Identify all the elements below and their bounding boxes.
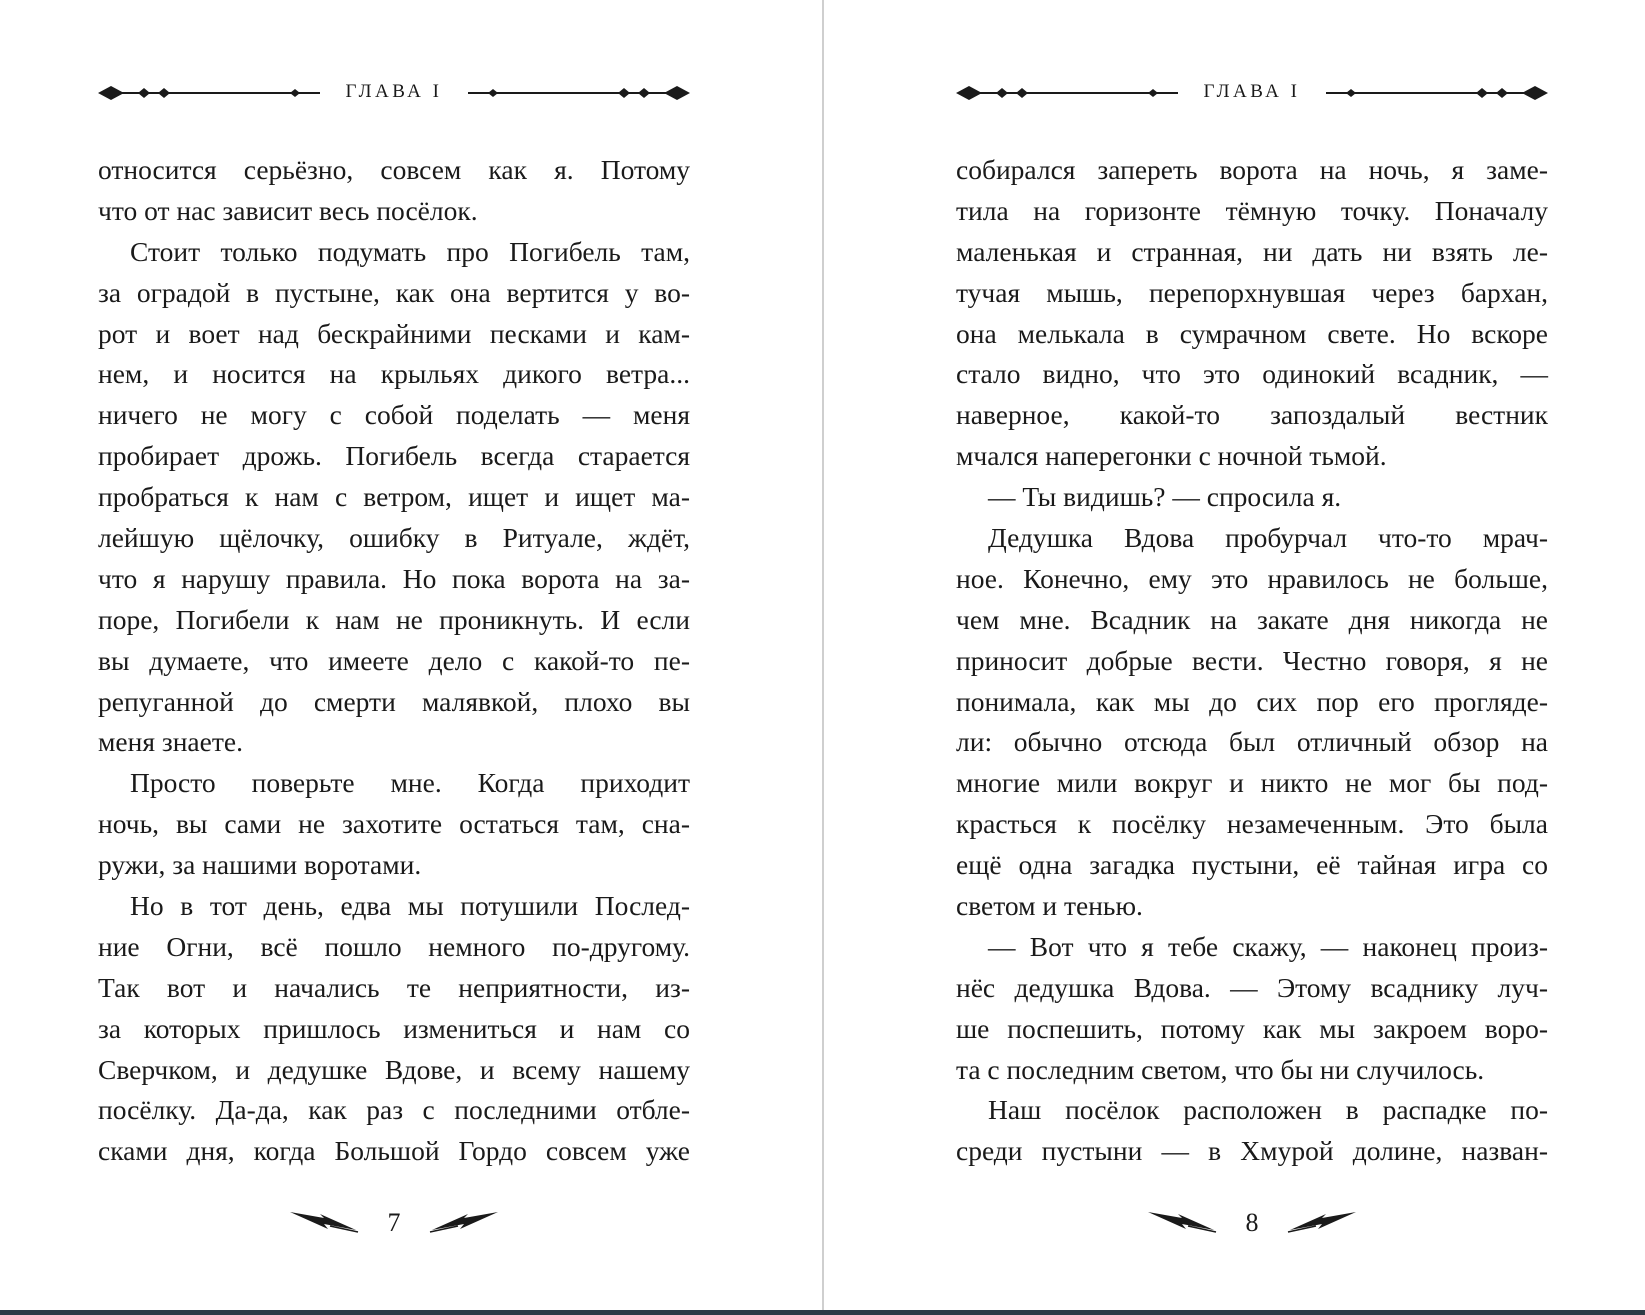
lightning-bolt-icon xyxy=(428,1204,498,1240)
text-line: — Вот что я тебе скажу, — наконец произ- xyxy=(988,930,1548,962)
text-line: среди пустыни — в Хмурой долине, назван- xyxy=(956,1135,1548,1167)
lightning-bolt-icon xyxy=(1286,1204,1356,1240)
text-line: вы думаете, что имеете дело с какой-то пе- xyxy=(98,644,690,676)
running-head xyxy=(98,78,690,108)
text-line: красться к посёлку незамеченным. Это была xyxy=(956,808,1548,840)
scan-bottom-edge xyxy=(0,1310,1645,1315)
text-line: Просто поверьте мне. Когда приходит xyxy=(130,767,690,799)
text-line: стало видно, что это одинокий всадник, — xyxy=(956,358,1548,390)
chapter-title: ГЛАВА I xyxy=(345,81,443,102)
text-line: лейшую щёлочку, ошибку в Ритуале, ждёт, xyxy=(98,522,690,554)
text-line: ещё одна загадка пустыни, её тайная игра со xyxy=(956,849,1548,881)
text-line: за которых пришлось измениться и нам со xyxy=(98,1012,690,1044)
text-line: нем, и носится на крыльях дикого ветра... xyxy=(98,358,690,390)
text-line: Сверчком, и дедушке Вдове, и всему нашему xyxy=(98,1053,690,1085)
text-line: тучая мышь, перепорхнувшая через бархан, xyxy=(956,276,1548,308)
text-line: пробраться к нам с ветром, ищет и ищет ма- xyxy=(98,481,690,513)
text-line: тила на горизонте тёмную точку. Поначалу xyxy=(956,194,1548,226)
text-line: она мелькала в сумрачном свете. Но вскоре xyxy=(956,317,1548,349)
text-line: что я нарушу правила. Но пока ворота на за- xyxy=(98,562,690,594)
text-line: рот и воет над бескрайними песками и кам- xyxy=(98,317,690,349)
text-line: ше поспешить, потому как мы закроем воро- xyxy=(956,1012,1548,1044)
text-line: меня знаете. xyxy=(98,726,243,758)
text-line: мчался наперегонки с ночной тьмой. xyxy=(956,440,1387,472)
text-line: относится серьёзно, совсем как я. Потому xyxy=(98,154,690,185)
page-number: 7 xyxy=(387,1208,401,1237)
text-line: — Ты видишь? — спросила я. xyxy=(988,481,1342,513)
text-line: та с последним светом, что бы ни случилось. xyxy=(956,1053,1485,1085)
text-line: за оградой в пустыне, как она вертится у во- xyxy=(98,276,690,308)
text-line: ничего не могу с собой поделать — меня xyxy=(98,399,690,431)
text-line: Так вот и начались те неприятности, из- xyxy=(98,971,690,1003)
text-line: собирался запереть ворота на ночь, я заме- xyxy=(956,154,1548,185)
text-line: поре, Погибели к нам не проникнуть. И если xyxy=(98,603,690,635)
text-line: понимала, как мы до сих пор его прогляде- xyxy=(956,685,1548,717)
text-line: наверное, какой-то запоздалый вестник xyxy=(956,399,1548,431)
text-line: маленькая и странная, ни дать ни взять ле- xyxy=(956,235,1548,267)
text-line: сками дня, когда Большой Гордо совсем уже xyxy=(98,1135,690,1167)
text-line: Дедушка Вдова пробурчал что-то мрач- xyxy=(988,522,1548,554)
text-line: чем мне. Всадник на закате дня никогда не xyxy=(956,603,1548,635)
running-head xyxy=(956,78,1548,108)
text-line: Но в тот день, едва мы потушили Послед- xyxy=(130,890,690,922)
page-gutter xyxy=(822,0,824,1310)
text-line: Стоит только подумать про Погибель там, xyxy=(130,235,690,267)
text-line: светом и тенью. xyxy=(956,890,1143,922)
text-line: ночь, вы сами не захотите остаться там, сна- xyxy=(98,808,690,840)
text-line: ние Огни, всё пошло немного по-другому. xyxy=(98,930,690,962)
right-page xyxy=(956,0,1548,1300)
text-line: репуганной до смерти малявкой, плохо вы xyxy=(98,685,690,717)
text-line: ное. Конечно, ему это нравилось не больше, xyxy=(956,562,1548,594)
text-line: Наш посёлок расположен в распадке по- xyxy=(988,1094,1548,1126)
body-text xyxy=(956,150,1548,1172)
folio xyxy=(956,1204,1548,1240)
text-line: нёс дедушка Вдова. — Этому всаднику луч- xyxy=(956,971,1548,1003)
text-line: пробирает дрожь. Погибель всегда старается xyxy=(98,440,690,472)
body-text xyxy=(98,150,690,1172)
text-line: ли: обычно отсюда был отличный обзор на xyxy=(956,726,1548,758)
text-line: многие мили вокруг и никто не мог бы под- xyxy=(956,767,1548,799)
folio xyxy=(98,1204,690,1240)
page-number: 8 xyxy=(1245,1208,1259,1237)
text-line: ружи, за нашими воротами. xyxy=(98,849,422,881)
chapter-title: ГЛАВА I xyxy=(1203,81,1301,102)
left-page xyxy=(98,0,690,1300)
text-line: приносит добрые вести. Честно говоря, я не xyxy=(956,644,1548,676)
text-line: что от нас зависит весь посёлок. xyxy=(98,194,478,226)
text-line: посёлку. Да-да, как раз с последними отбле- xyxy=(98,1094,690,1126)
